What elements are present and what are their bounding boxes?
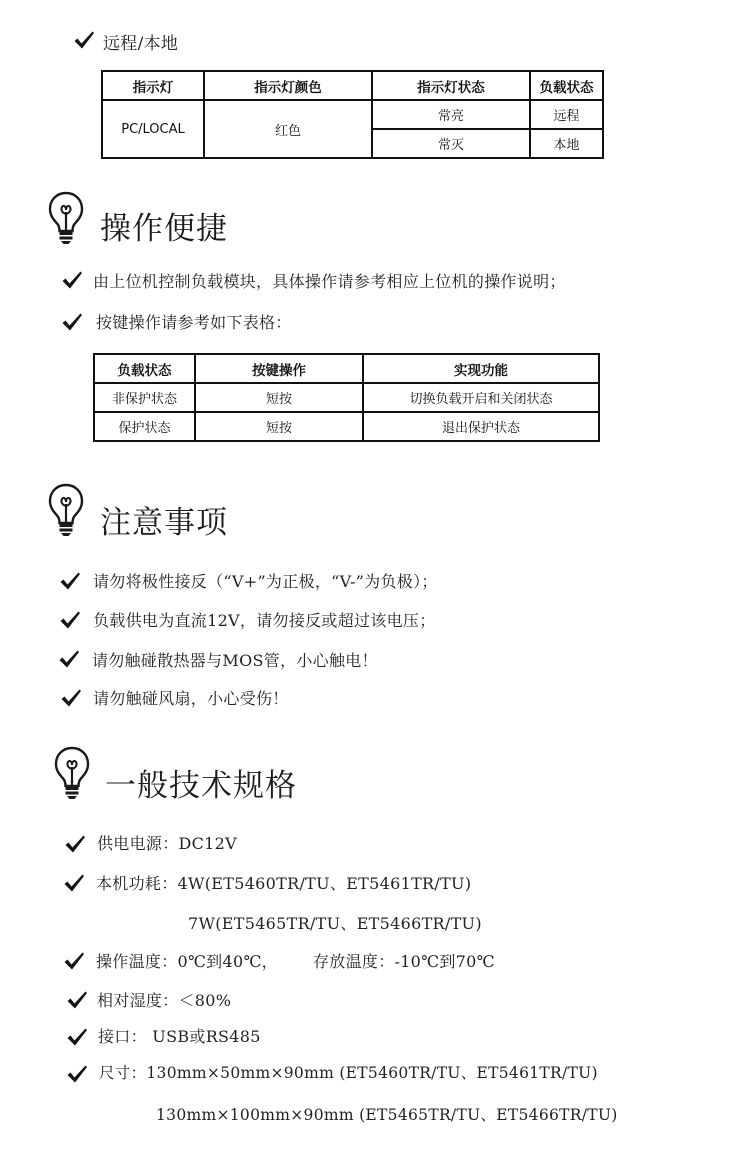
check-icon xyxy=(73,30,95,50)
table-header: 负载状态 xyxy=(94,354,195,383)
table-cell: 保护状态 xyxy=(94,412,195,441)
mode-label: 远程/本地 xyxy=(103,34,179,54)
section-title: 操作便捷 xyxy=(100,211,228,247)
spec-size: 尺寸：130mm×50mm×90mm (ET5460TR/TU、ET5461TR/TU) xyxy=(99,1064,598,1082)
list-item: 由上位机控制负载模块，具体操作请参考相应上位机的操作说明； xyxy=(93,272,566,291)
list-item: 负载供电为直流12V，请勿接反或超过该电压； xyxy=(93,611,436,630)
indicator-cell: PC/LOCAL xyxy=(102,100,204,158)
check-icon xyxy=(63,951,85,971)
section-title: 一般技术规格 xyxy=(105,768,297,804)
key-operation-table xyxy=(93,353,600,442)
color-cell: 红色 xyxy=(204,100,372,158)
list-item: 请勿触碰散热器与MOS管，小心触电！ xyxy=(92,651,378,670)
lightbulb-icon xyxy=(47,190,85,246)
section-title: 注意事项 xyxy=(100,505,228,541)
state-cell: 常亮 xyxy=(372,100,530,129)
table-header: 指示灯颜色 xyxy=(204,71,372,100)
spec-size-2: 130mm×100mm×90mm (ET5465TR/TU、ET5466TR/TU) xyxy=(156,1106,618,1124)
check-icon xyxy=(61,270,83,290)
table-cell: 短按 xyxy=(195,412,363,441)
spec-power-consumption: 本机功耗：4W(ET5460TR/TU、ET5461TR/TU) xyxy=(96,874,472,893)
check-icon xyxy=(63,873,85,893)
table-header: 指示灯 xyxy=(102,71,204,100)
spec-temperature: 操作温度：0℃到40℃， xyxy=(96,952,278,971)
check-icon xyxy=(58,649,80,669)
lightbulb-icon xyxy=(53,745,91,801)
check-icon xyxy=(66,1027,88,1047)
list-item: 请勿将极性接反（“V+”为正极，“V-”为负极）； xyxy=(93,572,438,591)
spec-storage-temperature: 存放温度：-10℃到70℃ xyxy=(313,952,495,971)
check-icon xyxy=(61,312,83,332)
table-header: 负载状态 xyxy=(530,71,603,100)
check-icon xyxy=(66,1064,88,1084)
table-header: 按键操作 xyxy=(195,354,363,383)
table-header: 指示灯状态 xyxy=(372,71,530,100)
spec-power-supply: 供电电源：DC12V xyxy=(97,834,237,853)
table-cell: 短按 xyxy=(195,383,363,412)
check-icon xyxy=(59,571,81,591)
load-cell: 本地 xyxy=(530,129,603,158)
lightbulb-icon xyxy=(47,482,85,538)
table-cell: 退出保护状态 xyxy=(363,412,599,441)
check-icon xyxy=(60,688,82,708)
check-icon xyxy=(66,990,88,1010)
load-cell: 远程 xyxy=(530,100,603,129)
indicator-table xyxy=(101,70,604,159)
spec-interface: 接口： USB或RS485 xyxy=(98,1027,261,1046)
table-cell: 非保护状态 xyxy=(94,383,195,412)
state-cell: 常灭 xyxy=(372,129,530,158)
list-item: 请勿触碰风扇，小心受伤！ xyxy=(93,689,289,708)
list-item: 按键操作请参考如下表格： xyxy=(96,313,292,332)
spec-power-consumption-2: 7W(ET5465TR/TU、ET5466TR/TU) xyxy=(188,914,482,933)
table-header: 实现功能 xyxy=(363,354,599,383)
check-icon xyxy=(64,834,86,854)
spec-humidity: 相对湿度：＜80% xyxy=(97,991,232,1010)
check-icon xyxy=(59,610,81,630)
table-cell: 切换负载开启和关闭状态 xyxy=(363,383,599,412)
